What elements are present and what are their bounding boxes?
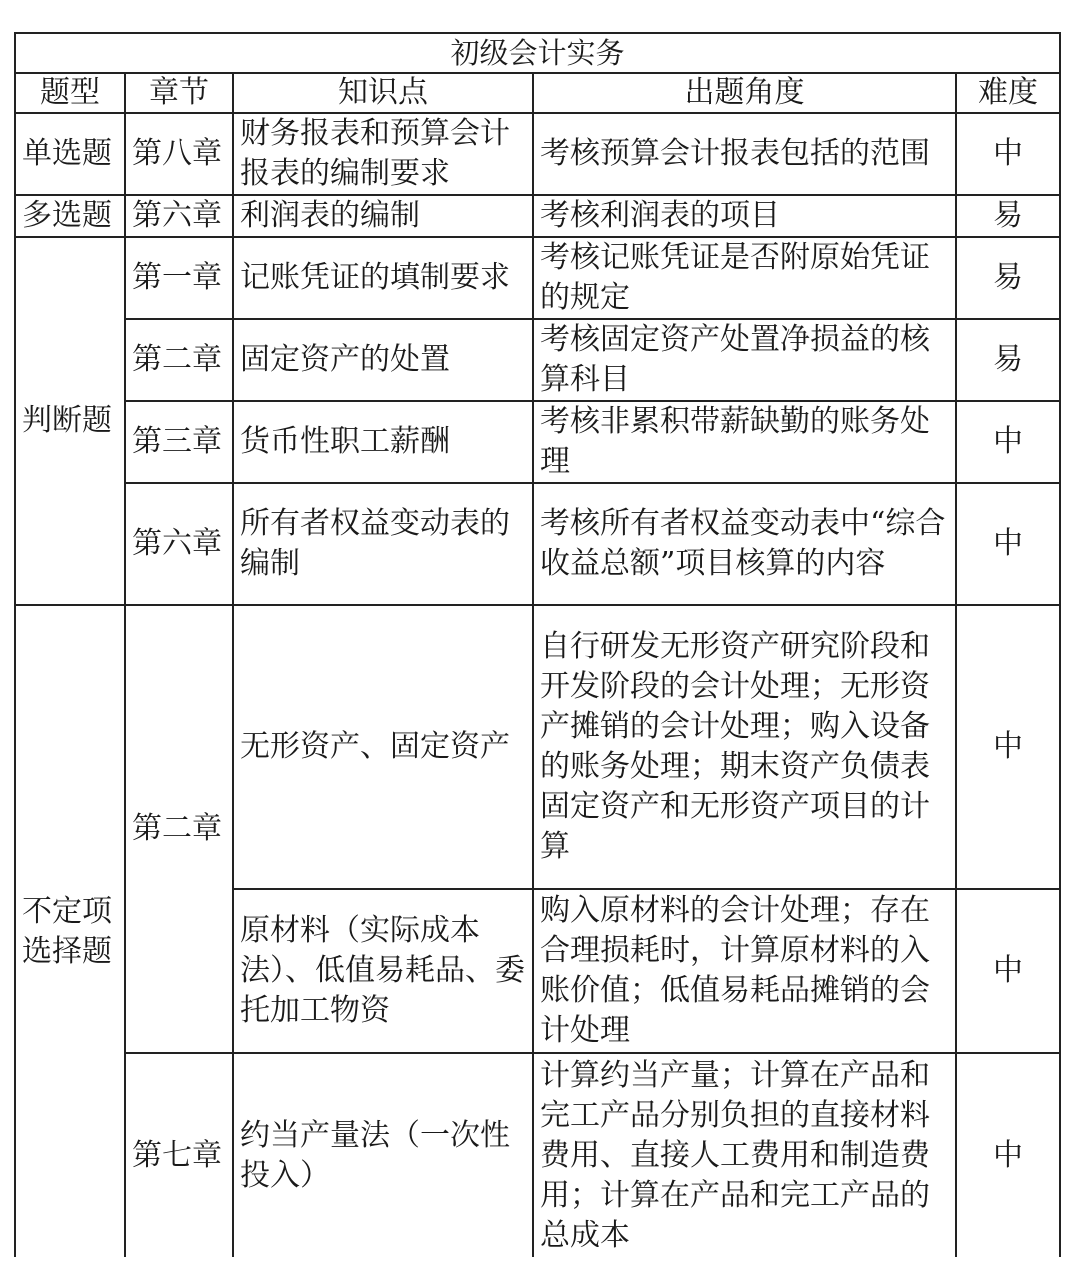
cell-difficulty: 易 [956,319,1060,401]
cell-knowledge: 利润表的编制 [233,195,533,237]
cell-angle: 考核所有者权益变动表中“综合收益总额”项目核算的内容 [533,483,956,605]
table-row [15,401,1060,483]
cell-type: 不定项选择题 [15,605,125,1257]
cell-angle: 考核记账凭证是否附原始凭证的规定 [533,237,956,319]
cell-chapter: 第六章 [125,483,233,605]
cell-knowledge: 所有者权益变动表的编制 [233,483,533,605]
header-row [15,73,1060,113]
cell-type: 判断题 [15,237,125,605]
cell-knowledge: 无形资产、固定资产 [233,605,533,889]
cell-chapter: 第三章 [125,401,233,483]
table-row [15,1053,1060,1257]
cell-chapter: 第二章 [125,319,233,401]
cell-chapter: 第七章 [125,1053,233,1257]
cell-angle: 计算约当产量；计算在产品和完工产品分别负担的直接材料费用、直接人工费用和制造费用；计算在产品和完工产品的总成本 [533,1053,956,1257]
cell-angle: 自行研发无形资产研究阶段和开发阶段的会计处理；无形资产摊销的会计处理；购入设备的账务处理；期末资产负债表固定资产和无形资产项目的计算 [533,605,956,889]
header-knowledge: 知识点 [233,73,533,113]
cell-chapter: 第八章 [125,113,233,195]
cell-angle: 考核非累积带薪缺勤的账务处理 [533,401,956,483]
cell-chapter: 第六章 [125,195,233,237]
cell-knowledge: 固定资产的处置 [233,319,533,401]
cell-type: 多选题 [15,195,125,237]
cell-difficulty: 中 [956,113,1060,195]
table-row [15,319,1060,401]
table-row [15,113,1060,195]
cell-knowledge: 原材料（实际成本法）、低值易耗品、委托加工物资 [233,889,533,1053]
cell-difficulty: 中 [956,1053,1060,1257]
header-chapter: 章节 [125,73,233,113]
cell-angle: 购入原材料的会计处理；存在合理损耗时，计算原材料的入账价值；低值易耗品摊销的会计处理 [533,889,956,1053]
cell-knowledge: 记账凭证的填制要求 [233,237,533,319]
header-type: 题型 [15,73,125,113]
cell-knowledge: 约当产量法（一次性投入） [233,1053,533,1257]
cell-type: 单选题 [15,113,125,195]
cell-difficulty: 易 [956,237,1060,319]
cell-angle: 考核利润表的项目 [533,195,956,237]
table-row [15,605,1060,889]
cell-angle: 考核固定资产处置净损益的核算科目 [533,319,956,401]
cell-difficulty: 中 [956,401,1060,483]
cell-angle: 考核预算会计报表包括的范围 [533,113,956,195]
cell-chapter: 第二章 [125,605,233,1053]
exam-table [14,32,1061,1257]
table-row [15,195,1060,237]
cell-difficulty: 中 [956,889,1060,1053]
table-row [15,483,1060,605]
cell-difficulty: 易 [956,195,1060,237]
header-angle: 出题角度 [533,73,956,113]
cell-knowledge: 货币性职工薪酬 [233,401,533,483]
cell-difficulty: 中 [956,605,1060,889]
cell-chapter: 第一章 [125,237,233,319]
header-difficulty: 难度 [956,73,1060,113]
cell-knowledge: 财务报表和预算会计报表的编制要求 [233,113,533,195]
table-row [15,237,1060,319]
table-title: 初级会计实务 [15,33,1060,73]
cell-difficulty: 中 [956,483,1060,605]
